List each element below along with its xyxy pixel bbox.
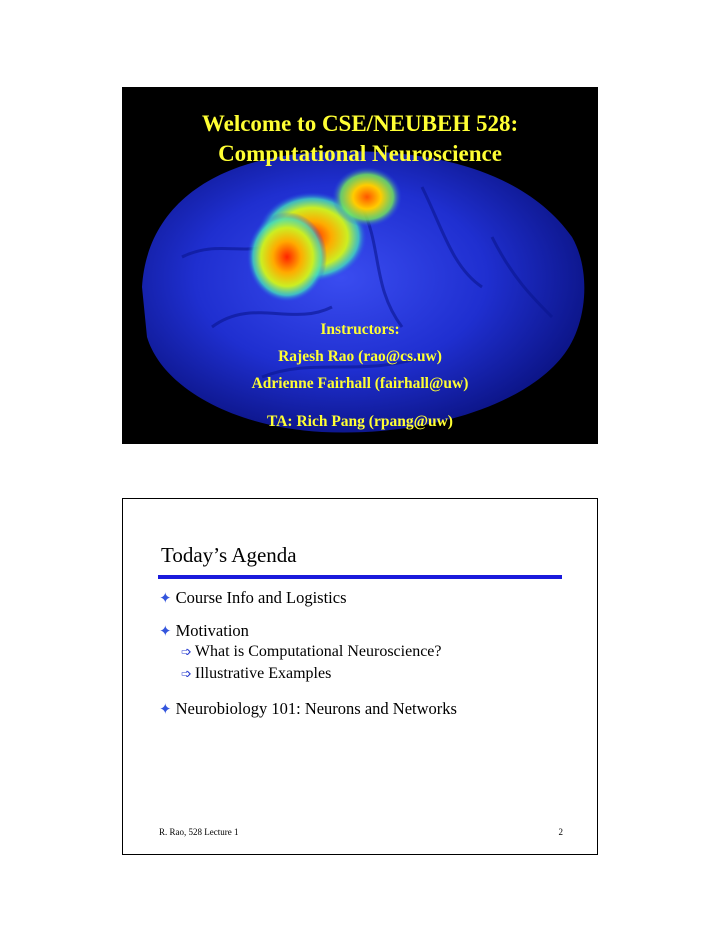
star-bullet-icon: ✦: [159, 702, 172, 718]
teaching-assistant: TA: Rich Pang (rpang@uw): [267, 413, 453, 430]
title-slide: [122, 87, 598, 444]
star-bullet-icon: ✦: [159, 624, 172, 640]
arrow-bullet-icon: ➩: [181, 666, 192, 681]
slide-title-line-1: Welcome to CSE/NEUBEH 528:: [201, 111, 519, 136]
agenda-subitem-examples: ➩ Illustrative Examples: [181, 665, 332, 682]
instructor-rao: Rajesh Rao (rao@cs.uw): [278, 348, 442, 365]
agenda-item-neurobiology: ✦ Neurobiology 101: Neurons and Networks: [159, 699, 457, 718]
slide-footer: R. Rao, 528 Lecture 1: [159, 827, 239, 837]
star-bullet-icon: ✦: [159, 591, 172, 607]
agenda-item-course-info: ✦ Course Info and Logistics: [159, 588, 347, 607]
instructors-label: Instructors:: [320, 321, 400, 338]
slide-title-line-2: Computational Neuroscience: [218, 141, 502, 166]
page-number: 2: [558, 827, 563, 837]
instructor-fairhall: Adrienne Fairhall (fairhall@uw): [251, 375, 469, 392]
agenda-item-motivation: ✦ Motivation: [159, 621, 249, 640]
agenda-slide: [122, 498, 598, 855]
agenda-heading: Today’s Agenda: [161, 543, 297, 567]
arrow-bullet-icon: ➩: [181, 644, 192, 659]
heading-rule: [158, 575, 562, 579]
agenda-subitem-what-is: ➩ What is Computational Neuroscience?: [181, 643, 442, 660]
